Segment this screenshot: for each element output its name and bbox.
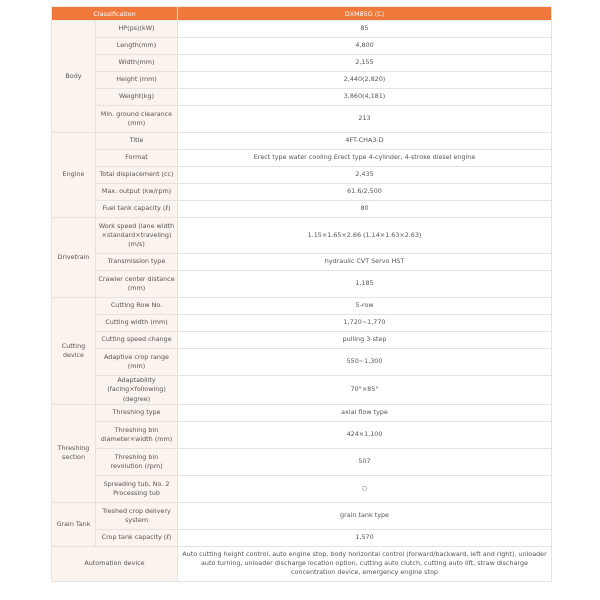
spec-label: Transmission type [96,254,178,271]
spec-value: Erect type water cooling Erect type 4-cylinder, 4-stroke diesel engine [178,150,552,167]
spec-label: Crawler center distance (mm) [96,271,178,298]
group-label: Body [52,21,96,133]
spec-value: 213 [178,106,552,133]
spec-label: Title [96,133,178,150]
spec-label: Spreading tub, No. 2 Processing tub [96,475,178,502]
spec-label: Adaptive crop range (mm) [96,349,178,376]
table-row [52,332,552,349]
table-row [52,546,552,581]
spec-value: axial flow type [178,404,552,421]
spec-value: 3,860(4,181) [178,89,552,106]
spec-value: 5-row [178,298,552,315]
table-row [52,529,552,546]
spec-value: 85 [178,21,552,38]
spec-label: Height (mm) [96,72,178,89]
spec-label: Total displacement (cc) [96,167,178,184]
table-row [52,404,552,421]
spec-label: Threshing type [96,404,178,421]
table-row [52,55,552,72]
spec-value: 1,570 [178,529,552,546]
spec-label: Cutting speed change [96,332,178,349]
table-row [52,254,552,271]
table-row [52,72,552,89]
spec-value: ○ [178,475,552,502]
table-row [52,218,552,254]
table-row [52,421,552,448]
table-row [52,298,552,315]
spec-label: Weight(kg) [96,89,178,106]
table-row [52,271,552,298]
header-model: DXM85G (C) [178,7,552,21]
spec-value: hydraulic CVT Servo HST [178,254,552,271]
table-row [52,201,552,218]
spec-value: 80 [178,201,552,218]
spec-value: 4FT-CHA3-D [178,133,552,150]
table-row [52,184,552,201]
spec-value: grain tank type [178,502,552,529]
spec-label: Threshing bin revolution (rpm) [96,448,178,475]
spec-label: Cutting width (mm) [96,315,178,332]
spec-label: Format [96,150,178,167]
group-label: Automation device [52,546,178,581]
table-row [52,349,552,376]
table-row [52,21,552,38]
spec-value: 1,720~1,770 [178,315,552,332]
table-row [52,167,552,184]
table-row [52,315,552,332]
table-row [52,150,552,167]
table-row [52,502,552,529]
group-label: Cutting device [52,298,96,405]
spec-value: 1.15×1.65×2.66 (1.14×1.63×2.63) [178,218,552,254]
table-row [52,89,552,106]
spec-label: HP(ps)(kW) [96,21,178,38]
spec-value: 2,155 [178,55,552,72]
table-header-row [52,7,552,21]
spec-value: 507 [178,448,552,475]
table-row [52,38,552,55]
spec-value: 424×1,100 [178,421,552,448]
group-label: Grain Tank [52,502,96,546]
spec-value: Auto cutting height control, auto engine stop, body horizontal control (forward/backward, left and right), unloader auto turning, unloader discharge location option, cutting auto clutch, cutting auto lift, straw discharge concentration device, emergency engine stop [178,546,552,581]
spec-table [51,6,552,582]
spec-value: 2,440(2,820) [178,72,552,89]
group-label: Threshing section [52,404,96,502]
spec-value: 2,435 [178,167,552,184]
spec-body [52,21,552,582]
spec-label: Threshing bin diameter×width (mm) [96,421,178,448]
spec-sheet [51,6,551,582]
spec-value: 61.6/2,500 [178,184,552,201]
table-row [52,475,552,502]
spec-label: Crop tank capacity (ℓ) [96,529,178,546]
spec-label: Treshed crop delivery system [96,502,178,529]
spec-value: 550~1,300 [178,349,552,376]
spec-label: Min. ground clearance (mm) [96,106,178,133]
spec-value: pulling 3-step [178,332,552,349]
table-row [52,448,552,475]
spec-label: Adaptability (facing×following)(degree) [96,376,178,405]
spec-label: Max. output (kw/rpm) [96,184,178,201]
table-row [52,133,552,150]
spec-value: 70°×85° [178,376,552,405]
spec-label: Work speed (lane width ×standard×traveling) (m/s) [96,218,178,254]
table-row [52,106,552,133]
spec-label: Fuel tank capacity (ℓ) [96,201,178,218]
group-label: Engine [52,133,96,218]
spec-value: 1,185 [178,271,552,298]
group-label: Drivetrain [52,218,96,298]
spec-label: Cutting Row No. [96,298,178,315]
spec-label: Length(mm) [96,38,178,55]
header-classification: Classification [52,7,178,21]
spec-label: Width(mm) [96,55,178,72]
spec-value: 4,800 [178,38,552,55]
table-row [52,376,552,405]
